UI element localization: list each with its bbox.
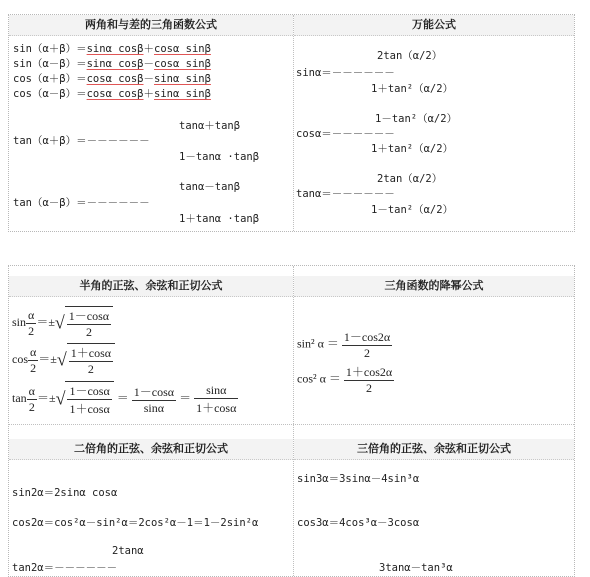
universal-cos-denominator: 1＋tan²（α/2） <box>371 143 454 155</box>
tan-half-alt2 <box>194 383 238 416</box>
formula-term: cosα sinβ <box>154 43 211 55</box>
frac-den: 2 <box>364 346 371 360</box>
frac-den: 1＋cosα <box>196 400 237 415</box>
power-sin-formula <box>297 328 392 361</box>
frac-num: 1－cosα <box>133 384 175 399</box>
radical-sign: √ <box>54 312 65 333</box>
radicand-frac <box>69 344 113 377</box>
plus-minus: ＝± <box>38 351 57 366</box>
power-frac <box>344 363 394 396</box>
table2-divider <box>293 266 294 576</box>
frac-den: 2 <box>85 325 92 339</box>
power-lhs: cos² α ＝ <box>297 371 341 386</box>
radicand-frac <box>67 307 111 340</box>
formula-lhs: cos（α＋β）＝ <box>13 73 87 85</box>
double-sin-formula: sin2α＝2sinα cosα <box>12 487 118 499</box>
double-tan-lhs: tan2α＝－－－－－－ <box>12 562 118 574</box>
tan-sum-denominator: 1－tanα ·tanβ <box>179 151 260 163</box>
plus-minus: ＝± <box>36 390 56 405</box>
universal-formula-header: 万能公式 <box>294 15 574 36</box>
formula-op: ＋ <box>143 43 155 55</box>
frac-den: 2 <box>28 399 35 414</box>
double-angle-header: 二倍角的正弦、余弦和正切公式 <box>9 439 293 460</box>
formula-op: － <box>143 58 155 70</box>
frac-num: α <box>28 383 35 398</box>
equals-sign: ＝ <box>113 390 132 405</box>
triple-cos-formula: cos3α＝4cos³α－3cosα <box>297 517 420 529</box>
equals-sign: ＝ <box>176 390 195 405</box>
half-sin-formula <box>12 306 113 340</box>
tan-diff-numerator: tanα－tanβ <box>179 181 241 193</box>
power-reduction-header: 三角函数的降幂公式 <box>294 276 574 297</box>
half-arg <box>28 345 38 376</box>
func-name: cos <box>12 351 28 366</box>
tan-sum-lhs: tan（α＋β）＝－－－－－－ <box>13 135 150 147</box>
half-tan-formula <box>12 381 238 417</box>
universal-tan-lhs: tanα＝－－－－－－ <box>296 188 395 200</box>
universal-cos-lhs: cosα＝－－－－－－ <box>296 128 395 140</box>
sin-diff-formula <box>13 56 211 71</box>
power-frac <box>342 328 392 361</box>
formula-op: ＋ <box>143 88 155 100</box>
formula-lhs: cos（α－β）＝ <box>13 88 87 100</box>
cos-sum-formula <box>13 71 211 86</box>
universal-tan-numerator: 2tan（α/2） <box>377 173 443 185</box>
universal-cos-numerator: 1－tan²（α/2） <box>375 113 458 125</box>
radicand-frac <box>67 382 111 417</box>
half-angle-header: 半角的正弦、余弦和正切公式 <box>9 276 293 297</box>
formula-term: sinα cosβ <box>86 43 144 55</box>
half-cos-formula <box>12 343 115 377</box>
frac-den: 2 <box>30 360 37 375</box>
universal-tan-denominator: 1－tan²（α/2） <box>371 204 454 216</box>
radicand <box>65 381 113 417</box>
frac-den: 2 <box>28 323 35 338</box>
radicand <box>67 343 115 377</box>
frac-num: 1－cos2α <box>343 330 391 344</box>
frac-num: sinα <box>194 383 238 399</box>
triple-angle-header: 三倍角的正弦、余弦和正切公式 <box>294 439 574 460</box>
universal-sin-denominator: 1＋tan²（α/2） <box>371 83 454 95</box>
triple-sin-formula: sin3α＝3sinα－4sin³α <box>297 473 420 485</box>
frac-den: 2 <box>87 362 94 376</box>
half-arg <box>26 308 36 339</box>
sum-difference-table <box>8 14 575 232</box>
frac-num: α <box>30 344 37 359</box>
sin-sum-formula <box>13 41 211 56</box>
universal-sin-numerator: 2tan（α/2） <box>377 50 443 62</box>
formula-lhs: sin（α＋β）＝ <box>13 43 87 55</box>
cos-diff-formula <box>13 86 211 101</box>
double-tan-numerator: 2tanα <box>112 545 144 557</box>
frac-num: 1＋cos2α <box>345 365 393 379</box>
frac-num: 1＋cosα <box>70 346 112 360</box>
radical-sign: √ <box>55 388 66 409</box>
frac-den: sinα <box>143 400 165 415</box>
universal-sin-lhs: sinα＝－－－－－－ <box>296 67 395 79</box>
double-cos-formula: cos2α＝cos²α－sin²α＝2cos²α－1＝1－2sin²α <box>12 517 259 529</box>
half-angle-table <box>8 265 575 577</box>
formula-term: cosα sinβ <box>154 58 211 70</box>
func-name: tan <box>12 390 27 405</box>
radical-sign: √ <box>56 349 67 370</box>
frac-den: 2 <box>366 381 373 395</box>
tan-diff-lhs: tan（α－β）＝－－－－－－ <box>13 197 150 209</box>
tan-sum-numerator: tanα＋tanβ <box>179 120 241 132</box>
formula-term: cosα cosβ <box>86 88 144 100</box>
frac-den: 1＋cosα <box>69 402 110 416</box>
tan-diff-denominator: 1＋tanα ·tanβ <box>179 213 260 225</box>
power-lhs: sin² α ＝ <box>297 336 339 351</box>
table2-row-divider <box>9 424 574 425</box>
frac-num: 1－cosα <box>69 384 110 398</box>
radicand <box>65 306 113 340</box>
formula-term: sinα sinβ <box>154 73 211 85</box>
triple-tan-numerator: 3tanα－tan³α <box>379 562 453 574</box>
formula-op: － <box>143 73 155 85</box>
frac-num: α <box>28 307 35 322</box>
func-name: sin <box>12 314 27 329</box>
formula-term: cosα cosβ <box>86 73 144 85</box>
table1-divider <box>293 15 294 231</box>
power-cos-formula <box>297 363 394 396</box>
half-arg <box>27 384 37 415</box>
formula-term: sinα sinβ <box>154 88 211 100</box>
plus-minus: ＝± <box>36 314 55 329</box>
formula-term: sinα cosβ <box>86 58 144 70</box>
sum-difference-header: 两角和与差的三角函数公式 <box>9 15 293 36</box>
formula-lhs: sin（α－β）＝ <box>13 58 87 70</box>
frac-num: 1－cosα <box>68 309 110 323</box>
tan-half-alt1 <box>132 383 176 416</box>
